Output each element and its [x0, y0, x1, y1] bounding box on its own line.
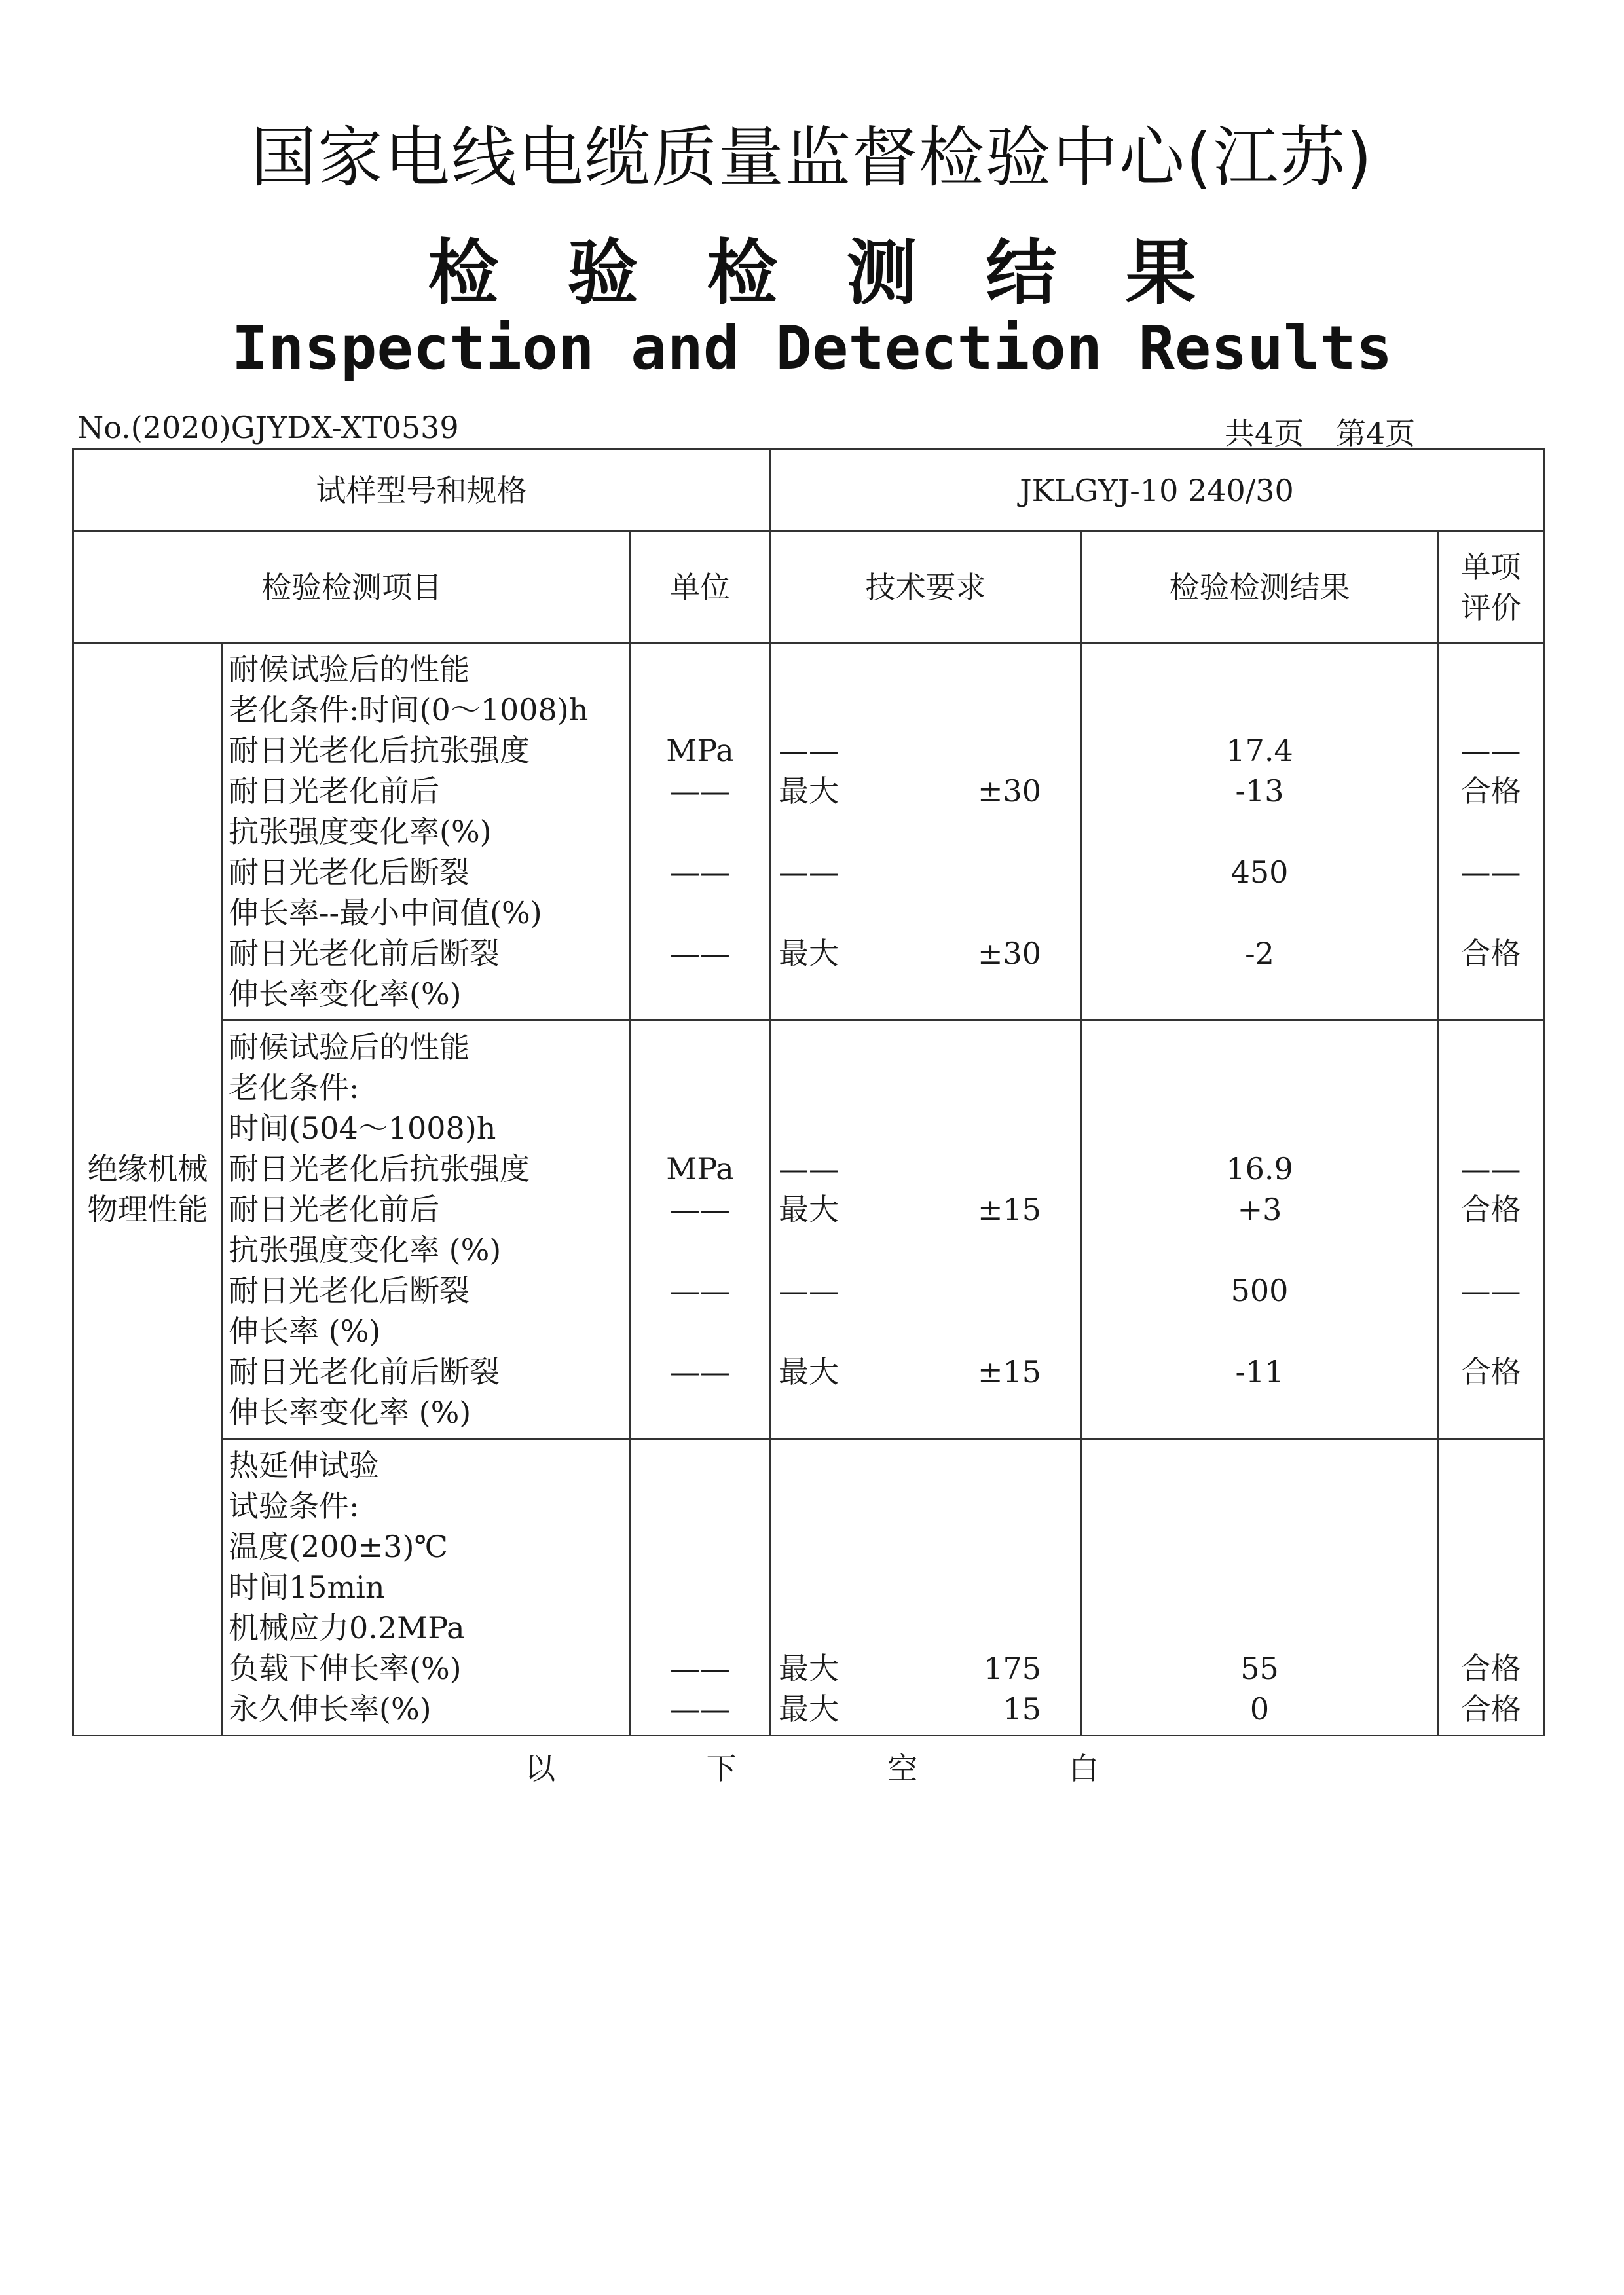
requirement-line [771, 1189, 1080, 1230]
result-value: -13 [1235, 773, 1284, 809]
header-result: 检验检测结果 [1082, 532, 1438, 643]
group-requirements [770, 643, 1082, 1021]
evaluation-value [1439, 1230, 1543, 1270]
requirement-qualifier: —— [779, 1151, 840, 1186]
evaluation-value: 合格 [1460, 1192, 1521, 1227]
result-value [1082, 1526, 1437, 1567]
group-results [1082, 1439, 1438, 1736]
item-line: 老化条件: [229, 1070, 360, 1105]
result-value [1082, 892, 1437, 933]
unit-value: —— [670, 773, 730, 809]
result-value [1082, 1108, 1437, 1148]
evaluation-value: 合格 [1460, 936, 1521, 971]
item-line: 机械应力0.2MPa [229, 1610, 465, 1645]
blank-char: 白 [1068, 1751, 1099, 1786]
evaluation-value [1439, 811, 1543, 852]
evaluation-value [1439, 1067, 1543, 1108]
item-line: 耐日光老化后断裂 [229, 1273, 470, 1308]
item-line: 抗张强度变化率(%) [229, 814, 492, 849]
result-value [1082, 1230, 1437, 1270]
group-items [223, 1021, 631, 1439]
requirement-qualifier: 最大 [779, 1651, 840, 1686]
group-row-3 [73, 1439, 1544, 1736]
item-line: 耐日光老化后断裂 [229, 854, 470, 890]
result-value: +3 [1237, 1192, 1282, 1227]
requirement-qualifier: —— [779, 854, 840, 890]
unit-value [631, 1311, 769, 1351]
requirement-line [771, 892, 1080, 933]
requirement-qualifier: 最大 [779, 773, 840, 809]
requirement-line [771, 1311, 1080, 1351]
result-value [1082, 1027, 1437, 1067]
requirement-value: ±30 [977, 773, 1042, 809]
unit-value [631, 1607, 769, 1648]
page-total: 共4页 [1225, 416, 1304, 451]
unit-value [631, 974, 769, 1014]
category-cell [73, 643, 223, 1736]
item-line: 耐日光老化前后断裂 [229, 1354, 500, 1389]
requirement-line [771, 811, 1080, 852]
requirement-line [771, 1486, 1080, 1526]
result-value [1082, 1067, 1437, 1108]
requirement-line [771, 1526, 1080, 1567]
requirement-line [771, 771, 1080, 811]
results-table [72, 448, 1545, 1736]
item-line: 永久伸长率(%) [229, 1691, 432, 1727]
requirement-line [771, 1392, 1080, 1433]
unit-value: MPa [666, 1151, 734, 1186]
unit-value: —— [670, 1651, 730, 1686]
requirement-value: ±15 [977, 1192, 1042, 1227]
evaluation-value [1439, 1027, 1543, 1067]
requirement-line [771, 1270, 1080, 1311]
requirement-line [771, 974, 1080, 1014]
report-subtitle: 检验检测结果 [428, 232, 1265, 314]
category-line-1: 绝缘机械 [87, 1151, 208, 1186]
header-eval-line-2: 评价 [1460, 589, 1521, 625]
item-line: 时间(504～1008)h [229, 1111, 496, 1146]
requirement-qualifier: 最大 [779, 1192, 840, 1227]
result-value: 450 [1230, 854, 1289, 890]
unit-value: —— [670, 1354, 730, 1389]
unit-value [631, 1445, 769, 1486]
evaluation-value [1439, 974, 1543, 1014]
header-eval-line-1: 单项 [1460, 549, 1521, 585]
group-evaluations [1438, 643, 1544, 1021]
requirement-line [771, 1607, 1080, 1648]
requirement-line [771, 852, 1080, 892]
report-number: No.(2020)GJYDX-XT0539 [77, 410, 459, 445]
item-line: 耐候试验后的性能 [229, 1029, 470, 1065]
category-line-2: 物理性能 [87, 1192, 208, 1227]
requirement-line [771, 1108, 1080, 1148]
evaluation-value [1439, 1486, 1543, 1526]
requirement-line [771, 1027, 1080, 1067]
unit-value [631, 1108, 769, 1148]
group-items [223, 643, 631, 1021]
result-value [1082, 811, 1437, 852]
evaluation-value [1439, 649, 1543, 689]
report-title: 国家电线电缆质量监督检验中心(江苏) [250, 119, 1374, 196]
item-line: 老化条件:时间(0～1008)h [229, 692, 589, 727]
requirement-line [771, 1067, 1080, 1108]
result-value [1082, 974, 1437, 1014]
result-value: 500 [1230, 1273, 1289, 1308]
result-value [1082, 689, 1437, 730]
blank-char: 空 [887, 1751, 918, 1786]
page-info [1225, 410, 1415, 453]
unit-value [631, 892, 769, 933]
result-value [1082, 1445, 1437, 1486]
evaluation-value [1439, 1445, 1543, 1486]
requirement-line [771, 689, 1080, 730]
item-line: 热延伸试验 [229, 1448, 379, 1483]
unit-value [631, 1067, 769, 1108]
item-line: 耐日光老化前后 [229, 773, 439, 809]
item-line: 时间15min [229, 1570, 385, 1605]
unit-value [631, 1027, 769, 1067]
group-units [631, 1021, 770, 1439]
group-evaluations [1438, 1439, 1544, 1736]
requirement-qualifier: 最大 [779, 1354, 840, 1389]
requirement-qualifier: —— [779, 1273, 840, 1308]
result-value: -11 [1235, 1354, 1284, 1389]
group-requirements [770, 1021, 1082, 1439]
result-value: 0 [1249, 1691, 1270, 1727]
unit-value [631, 811, 769, 852]
requirement-line [771, 1648, 1080, 1689]
result-value: 17.4 [1226, 733, 1293, 768]
unit-value: —— [670, 1691, 730, 1727]
spec-label: 试样型号和规格 [73, 449, 770, 532]
item-line: 耐日光老化后抗张强度 [229, 733, 530, 768]
evaluation-value: —— [1460, 854, 1521, 890]
unit-value [631, 1230, 769, 1270]
group-units [631, 643, 770, 1021]
item-line: 负载下伸长率(%) [229, 1651, 462, 1686]
evaluation-value [1439, 1311, 1543, 1351]
report-title-english: Inspection and Detection Results [231, 313, 1393, 383]
group-requirements [770, 1439, 1082, 1736]
unit-value [631, 689, 769, 730]
item-line: 抗张强度变化率 (%) [229, 1232, 502, 1268]
result-value [1082, 1392, 1437, 1433]
requirement-line [771, 730, 1080, 771]
unit-value [631, 1392, 769, 1433]
result-value: 55 [1240, 1651, 1279, 1686]
requirement-value: ±30 [977, 936, 1042, 971]
group-units [631, 1439, 770, 1736]
header-requirement: 技术要求 [770, 532, 1082, 643]
page-current: 第4页 [1335, 416, 1416, 451]
item-line: 伸长率变化率 (%) [229, 1395, 471, 1430]
item-line: 耐日光老化前后 [229, 1192, 439, 1227]
requirement-value: 15 [1003, 1691, 1042, 1727]
result-value [1082, 1311, 1437, 1351]
requirement-line [771, 649, 1080, 689]
unit-value: —— [670, 936, 730, 971]
requirement-value: 175 [984, 1651, 1042, 1686]
evaluation-value: 合格 [1460, 773, 1521, 809]
item-line: 伸长率--最小中间值(%) [229, 895, 542, 930]
evaluation-value [1439, 1567, 1543, 1607]
result-value: -2 [1245, 936, 1274, 971]
group-results [1082, 1021, 1438, 1439]
requirement-qualifier: —— [779, 733, 840, 768]
item-line: 温度(200±3)℃ [229, 1529, 448, 1564]
unit-value: —— [670, 1192, 730, 1227]
requirement-line [771, 1567, 1080, 1607]
header-evaluation [1438, 532, 1544, 643]
evaluation-value [1439, 892, 1543, 933]
requirement-line [771, 1689, 1080, 1729]
item-line: 伸长率 (%) [229, 1313, 381, 1349]
evaluation-value [1439, 1607, 1543, 1648]
result-value [1082, 649, 1437, 689]
item-line: 耐日光老化后抗张强度 [229, 1151, 530, 1186]
requirement-line [771, 1148, 1080, 1189]
requirement-qualifier: 最大 [779, 936, 840, 971]
result-value [1082, 1567, 1437, 1607]
requirement-line [771, 1445, 1080, 1486]
group-evaluations [1438, 1021, 1544, 1439]
item-line: 耐日光老化前后断裂 [229, 936, 500, 971]
unit-value [631, 1526, 769, 1567]
result-value [1082, 1607, 1437, 1648]
unit-value: —— [670, 1273, 730, 1308]
group-row-2 [73, 1021, 1544, 1439]
evaluation-value: 合格 [1460, 1354, 1521, 1389]
header-item: 检验检测项目 [73, 532, 631, 643]
item-line: 耐候试验后的性能 [229, 652, 470, 687]
unit-value [631, 1486, 769, 1526]
blank-below-note [0, 1745, 1624, 1788]
result-value: 16.9 [1226, 1151, 1293, 1186]
evaluation-value: —— [1460, 1273, 1521, 1308]
evaluation-value [1439, 1392, 1543, 1433]
unit-value [631, 1567, 769, 1607]
requirement-line [771, 1230, 1080, 1270]
spec-value: JKLGYJ-10 240/30 [770, 449, 1544, 532]
evaluation-value: 合格 [1460, 1691, 1521, 1727]
group-row-1 [73, 643, 1544, 1021]
evaluation-value: 合格 [1460, 1651, 1521, 1686]
requirement-line [771, 933, 1080, 974]
blank-char: 下 [706, 1751, 737, 1786]
group-items [223, 1439, 631, 1736]
evaluation-value: —— [1460, 1151, 1521, 1186]
evaluation-value: —— [1460, 733, 1521, 768]
requirement-qualifier: 最大 [779, 1691, 840, 1727]
blank-char: 以 [525, 1751, 556, 1786]
item-line: 伸长率变化率(%) [229, 976, 462, 1012]
requirement-line [771, 1351, 1080, 1392]
evaluation-value [1439, 1526, 1543, 1567]
result-value [1082, 1486, 1437, 1526]
unit-value: MPa [666, 733, 734, 768]
unit-value: —— [670, 854, 730, 890]
header-unit: 单位 [631, 532, 770, 643]
evaluation-value [1439, 689, 1543, 730]
group-results [1082, 643, 1438, 1021]
requirement-value: ±15 [977, 1354, 1042, 1389]
unit-value [631, 649, 769, 689]
evaluation-value [1439, 1108, 1543, 1148]
item-line: 试验条件: [229, 1488, 360, 1524]
